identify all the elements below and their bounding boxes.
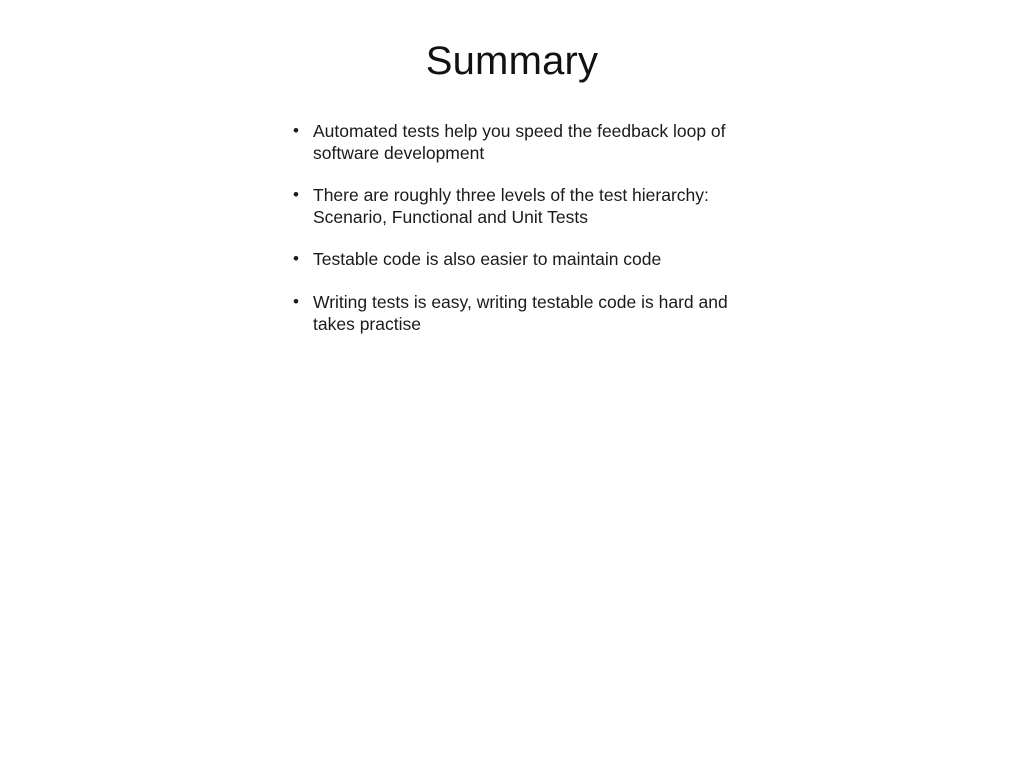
bullet-item — [293, 120, 733, 164]
bullet-item — [293, 291, 733, 335]
bullet-dot-icon: • — [293, 249, 299, 268]
bullet-dot-icon: • — [293, 292, 299, 311]
bullet-item — [293, 248, 733, 270]
bullet-item — [293, 184, 733, 228]
bullet-dot-icon: • — [293, 185, 299, 204]
bullet-text: Writing tests is easy, writing testable code is hard and takes practise — [313, 292, 728, 334]
bullet-list — [293, 120, 733, 355]
bullet-text: There are roughly three levels of the test hierarchy: Scenario, Functional and Unit Tests — [313, 185, 709, 227]
bullet-text: Automated tests help you speed the feedback loop of software development — [313, 121, 726, 163]
bullet-text: Testable code is also easier to maintain code — [313, 249, 662, 269]
slide-title: Summary — [425, 39, 599, 83]
bullet-dot-icon: • — [293, 121, 299, 140]
